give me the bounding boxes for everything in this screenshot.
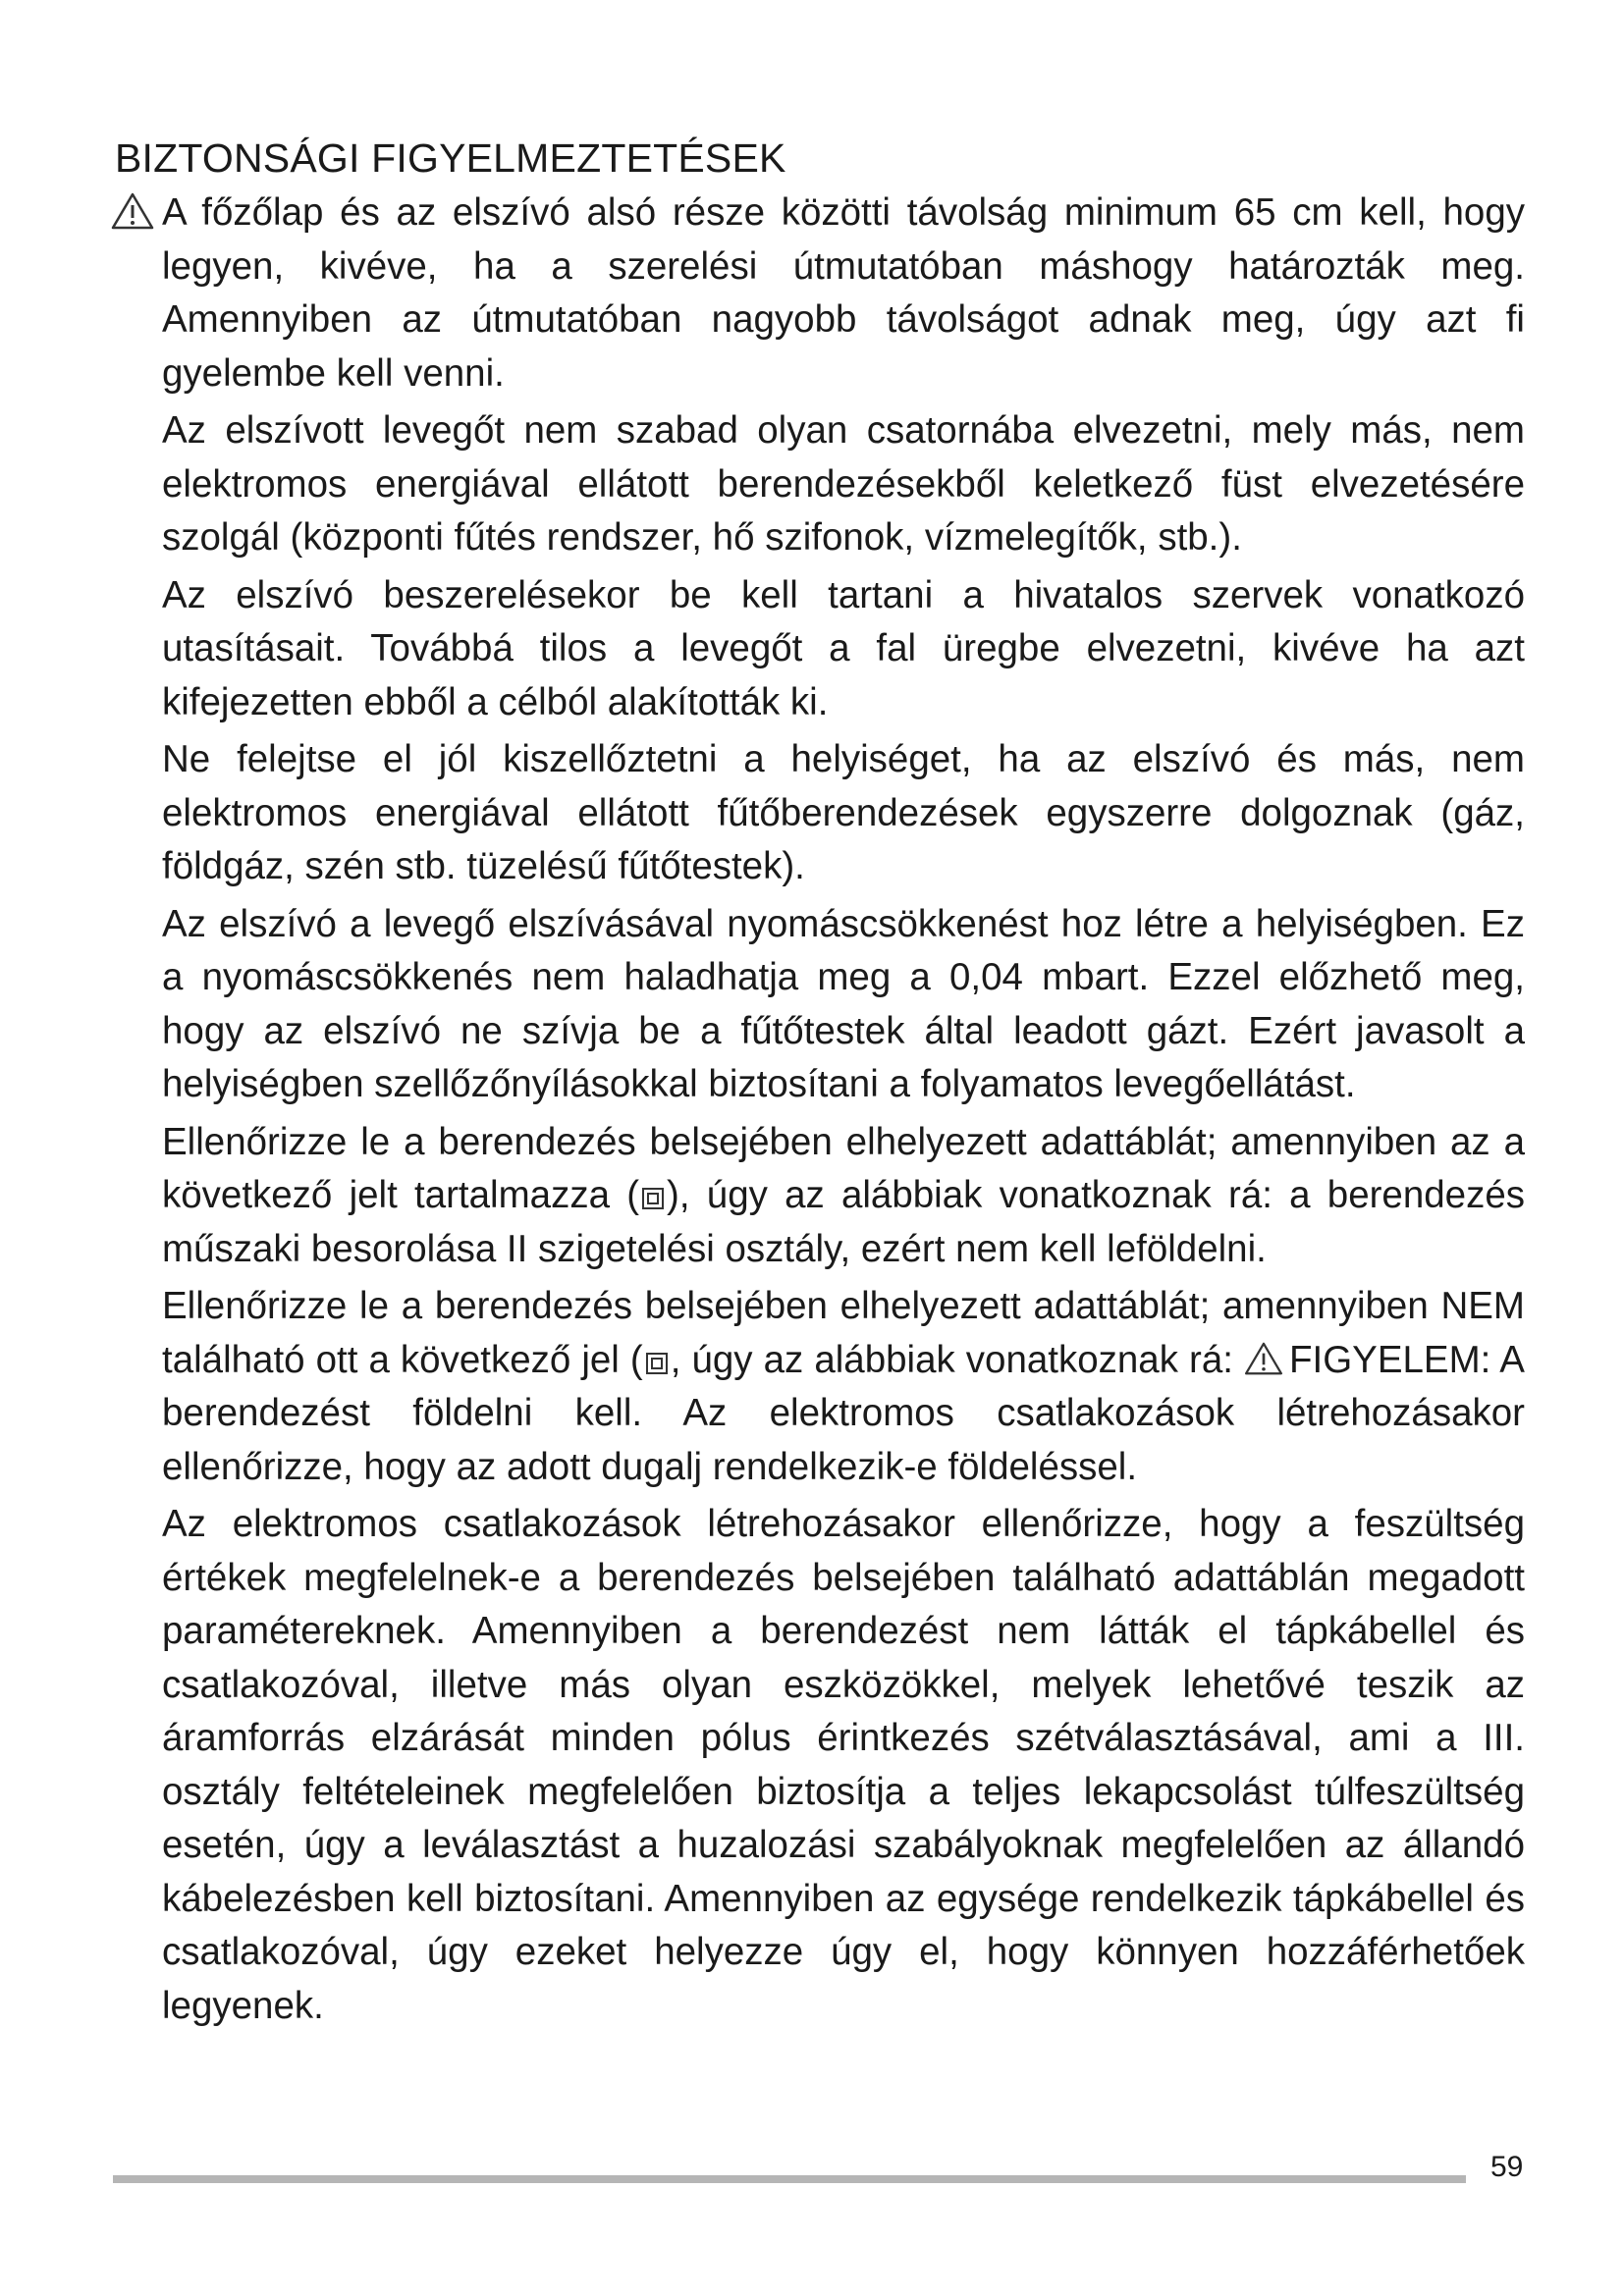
class-ii-insulation-icon [641, 1186, 665, 1211]
paragraph-grounding-text-1: Ellenőrizze le a berendezés belsejében elhelyezett adattáblát; amennyiben NEM található ott a következő jel ( [162, 1285, 1525, 1381]
paragraph-distance: A főzőlap és az elszívó alsó része közötti távolság minimum 65 cm kell, hogy legyen, kivéve, ha a szerelési útmutatóban máshogy határozták meg. Amennyiben az útmutatóban nagyobb távolságot adnak meg, úgy azt fi gyelembe kell venni. [162, 191, 1525, 395]
paragraph-class-ii-text-2: ), úgy az alábbiak vonatkoznak rá: a berendezés műszaki besorolása II szigetelési osztály, ezért nem kell leföldelni. [162, 1174, 1525, 1270]
paragraph-grounding [162, 1280, 1525, 1494]
page-number: 59 [1490, 2151, 1524, 2183]
paragraph-pressure: Az elszívó a levegő elszívásával nyomáscsökkenést hoz létre a helyiségben. Ez a nyomáscsökkenés nem haladhatja meg a 0,04 mbart. Ezzel előzhető meg, hogy az elszívó ne szívja be a fűtőtestek által leadott gázt. Ezért javasolt a helyiségben szellőzőnyílásokkal biztosítani a folyamatos levegőellátást. [162, 902, 1525, 1105]
paragraph-grounding-text-3: FIGYELEM: A berendezést földelni kell. Az elektromos csatlakozások létrehozásakor ellenőrizze, hogy az adott dugalj rendelkezik-e földeléssel. [162, 1338, 1525, 1488]
paragraph-electrical-connection: Az elektromos csatlakozások létrehozásakor ellenőrizze, hogy a feszültség értékek megfelelnek-e a berendezés belsejében található adattáblán megadott paramétereknek. Amennyiben a berendezést nem látták el tápkábellel és csatlakozóval, illetve más olyan eszközökkel, melyek lehetővé teszik az áramforrás elzárását minden pólus érintkezés szétválasztásával, ami a III. osztály feltételeinek megfelelően biztosítja a teljes lekapcsolást túlfeszültség esetén, úgy a leválasztást a huzalozási szabályoknak megfelelően az állandó kábelezésben kell biztosítani. Amennyiben az egysége rendelkezik tápkábellel és csatlakozóval, úgy ezeket helyezze úgy el, hogy könnyen hozzáférhetőek legyenek. [162, 1503, 1525, 2027]
paragraph-exhaust-duct: Az elszívott levegőt nem szabad olyan csatornába elvezetni, mely más, nem elektromos energiával ellátott berendezésekből keletkező füst elvezetésére szolgál (központi fűtés rendszer, hő szifonok, vízmelegítők, stb.). [162, 409, 1525, 559]
page-heading: BIZTONSÁGI FIGYELMEZTETÉSEK [115, 135, 786, 181]
warning-triangle-icon [111, 192, 154, 230]
paragraph-ventilation: Ne felejtse el jól kiszellőztetni a helyiséget, ha az elszívó és más, nem elektromos energiával ellátott fűtőberendezések egyszerre dolgoznak (gáz, földgáz, szén stb. tüzelésű fűtőtestek). [162, 738, 1525, 887]
paragraph-installation-regulations: Az elszívó beszerelésekor be kell tartani a hivatalos szervek vonatkozó utasításait. Továbbá tilos a levegőt a fal üregbe elvezetni, kivéve ha azt kifejezetten ebből a célból alakították ki. [162, 573, 1525, 723]
footer-divider [113, 2175, 1466, 2183]
warning-triangle-icon [1244, 1342, 1283, 1375]
safety-warnings-body [162, 187, 1525, 2037]
paragraph-class-ii-text-1: Ellenőrizze le a berendezés belsejében elhelyezett adattáblát; amennyiben az a következő jelt tartalmazza ( [162, 1120, 1525, 1216]
paragraph-class-ii [162, 1116, 1525, 1277]
class-ii-insulation-icon [645, 1351, 669, 1376]
paragraph-grounding-text-2: , úgy az alábbiak vonatkoznak rá: [670, 1338, 1244, 1381]
